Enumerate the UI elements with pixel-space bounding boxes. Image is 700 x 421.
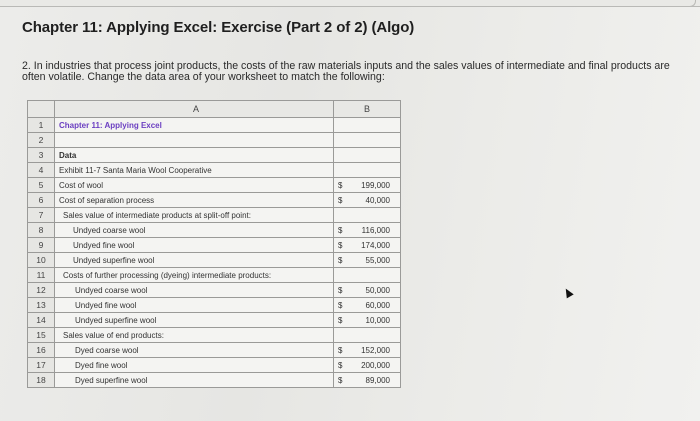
- row-number[interactable]: 11: [28, 268, 55, 283]
- cell-value: 89,000: [365, 375, 390, 385]
- cell-b[interactable]: [334, 163, 401, 178]
- cell-value: 174,000: [361, 240, 390, 250]
- table-row: [28, 238, 401, 253]
- cell-b[interactable]: [334, 283, 401, 298]
- cell-b[interactable]: [334, 178, 401, 193]
- cell-a[interactable]: Chapter 11: Applying Excel: [55, 118, 334, 133]
- table-row: [28, 208, 401, 223]
- currency-symbol: $: [338, 285, 343, 295]
- cell-a[interactable]: [55, 133, 334, 148]
- cell-b[interactable]: [334, 313, 401, 328]
- currency-symbol: $: [338, 195, 343, 205]
- cell-b[interactable]: [334, 268, 401, 283]
- cell-a[interactable]: Undyed coarse wool: [55, 223, 334, 238]
- cell-a[interactable]: Undyed superfine wool: [55, 313, 334, 328]
- row-number[interactable]: 7: [28, 208, 55, 223]
- cell-a[interactable]: Undyed fine wool: [55, 238, 334, 253]
- cell-a[interactable]: Undyed coarse wool: [55, 283, 334, 298]
- cell-a[interactable]: Data: [55, 148, 334, 163]
- cell-a[interactable]: Cost of separation process: [55, 193, 334, 208]
- cell-a[interactable]: Dyed superfine wool: [55, 373, 334, 388]
- cell-a[interactable]: Sales value of end products:: [55, 328, 334, 343]
- currency-symbol: $: [338, 240, 343, 250]
- cell-a[interactable]: Dyed fine wool: [55, 358, 334, 373]
- table-row: [28, 163, 401, 178]
- currency-symbol: $: [338, 300, 343, 310]
- table-row: [28, 223, 401, 238]
- table-row: [28, 268, 401, 283]
- cell-value: 10,000: [365, 315, 390, 325]
- column-header-b[interactable]: B: [334, 101, 401, 118]
- row-number[interactable]: 10: [28, 253, 55, 268]
- page-title: Chapter 11: Applying Excel: Exercise (Part 2 of 2) (Algo): [22, 19, 415, 36]
- top-panel-edge: [0, 0, 700, 7]
- cell-a[interactable]: Cost of wool: [55, 178, 334, 193]
- spreadsheet-table: [27, 100, 401, 388]
- question-text: 2. In industries that process joint products, the costs of the raw materials inputs and the sales values of intermediate and final products are often volatile. Change the data area of your worksheet to match the following:: [22, 60, 670, 83]
- currency-symbol: $: [338, 225, 343, 235]
- table-row: [28, 118, 401, 133]
- row-number[interactable]: 6: [28, 193, 55, 208]
- panel-corner: [687, 0, 696, 7]
- mouse-pointer-icon: [562, 287, 573, 299]
- cell-value: 152,000: [361, 345, 390, 355]
- cell-value: 60,000: [365, 300, 390, 310]
- cell-b[interactable]: [334, 238, 401, 253]
- currency-symbol: $: [338, 255, 343, 265]
- row-number[interactable]: 17: [28, 358, 55, 373]
- cell-b[interactable]: [334, 328, 401, 343]
- cell-b[interactable]: [334, 298, 401, 313]
- table-row: [28, 343, 401, 358]
- row-number[interactable]: 2: [28, 133, 55, 148]
- cell-value: 55,000: [365, 255, 390, 265]
- table-row: [28, 193, 401, 208]
- cell-a[interactable]: Costs of further processing (dyeing) intermediate products:: [55, 268, 334, 283]
- cell-b[interactable]: [334, 208, 401, 223]
- currency-symbol: $: [338, 180, 343, 190]
- row-number[interactable]: 9: [28, 238, 55, 253]
- column-header-row: [28, 101, 401, 118]
- cell-value: 116,000: [361, 225, 390, 235]
- cell-value: 200,000: [361, 360, 390, 370]
- row-number[interactable]: 8: [28, 223, 55, 238]
- table-row: [28, 133, 401, 148]
- table-row: [28, 313, 401, 328]
- cell-b[interactable]: [334, 148, 401, 163]
- cell-b[interactable]: [334, 223, 401, 238]
- row-number[interactable]: 5: [28, 178, 55, 193]
- row-number[interactable]: 18: [28, 373, 55, 388]
- cell-b[interactable]: [334, 253, 401, 268]
- table-row: [28, 358, 401, 373]
- currency-symbol: $: [338, 345, 343, 355]
- corner-cell[interactable]: [28, 101, 55, 118]
- cell-a[interactable]: Undyed fine wool: [55, 298, 334, 313]
- cell-value: 50,000: [365, 285, 390, 295]
- currency-symbol: $: [338, 360, 343, 370]
- row-number[interactable]: 12: [28, 283, 55, 298]
- cell-b[interactable]: [334, 133, 401, 148]
- currency-symbol: $: [338, 375, 343, 385]
- cell-value: 40,000: [365, 195, 390, 205]
- cell-a[interactable]: Sales value of intermediate products at split-off point:: [55, 208, 334, 223]
- row-number[interactable]: 4: [28, 163, 55, 178]
- table-row: [28, 178, 401, 193]
- row-number[interactable]: 1: [28, 118, 55, 133]
- table-row: [28, 148, 401, 163]
- row-number[interactable]: 16: [28, 343, 55, 358]
- cell-b[interactable]: [334, 373, 401, 388]
- cell-b[interactable]: [334, 358, 401, 373]
- table-row: [28, 298, 401, 313]
- currency-symbol: $: [338, 315, 343, 325]
- cell-a[interactable]: Exhibit 11-7 Santa Maria Wool Cooperative: [55, 163, 334, 178]
- table-row: [28, 373, 401, 388]
- cell-b[interactable]: [334, 193, 401, 208]
- cell-b[interactable]: [334, 343, 401, 358]
- table-row: [28, 283, 401, 298]
- cell-value: 199,000: [361, 180, 390, 190]
- row-number[interactable]: 14: [28, 313, 55, 328]
- cell-a[interactable]: Undyed superfine wool: [55, 253, 334, 268]
- table-row: [28, 328, 401, 343]
- column-header-a[interactable]: A: [55, 101, 334, 118]
- row-number[interactable]: 13: [28, 298, 55, 313]
- table-row: [28, 253, 401, 268]
- row-number[interactable]: 15: [28, 328, 55, 343]
- cell-a[interactable]: Dyed coarse wool: [55, 343, 334, 358]
- row-number[interactable]: 3: [28, 148, 55, 163]
- cell-b[interactable]: [334, 118, 401, 133]
